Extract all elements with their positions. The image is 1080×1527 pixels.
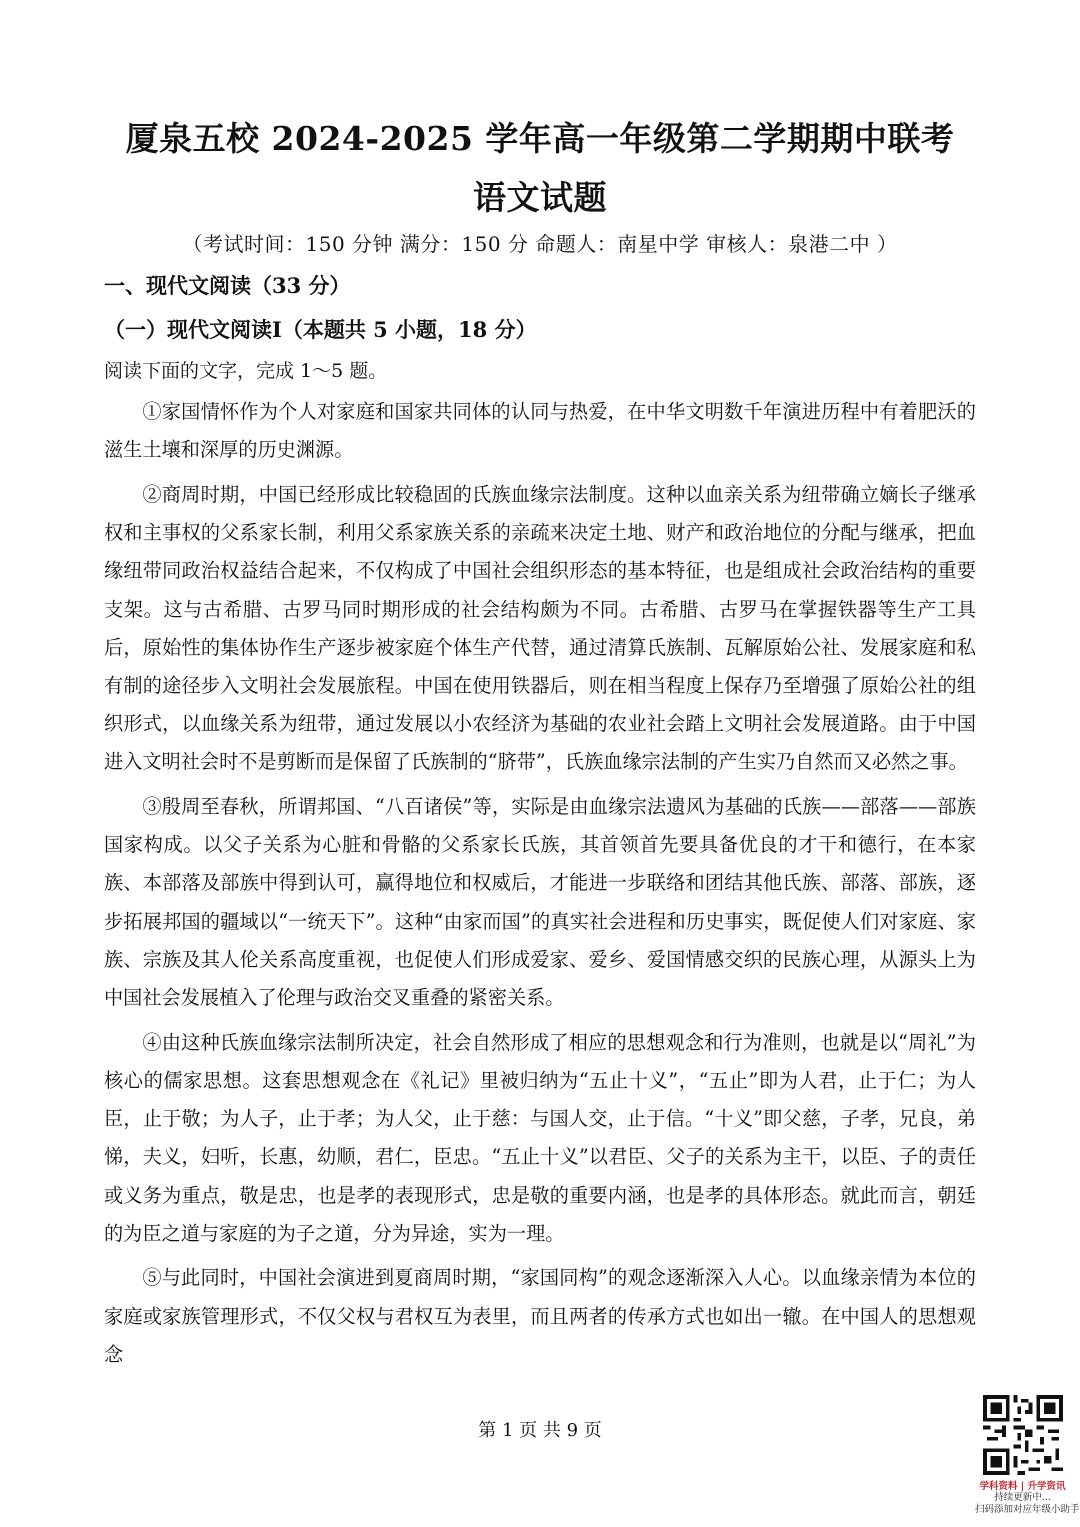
- qr-promo[interactable]: [975, 1395, 1080, 1516]
- reading-passage: [104, 393, 976, 1381]
- section-heading: 一、现代文阅读（33 分）: [104, 273, 351, 298]
- page-number: 第 1 页 共 9 页: [478, 1420, 602, 1441]
- qr-note-2: 扫码添加对应年级小助手: [975, 1504, 1080, 1515]
- qr-code-icon: [983, 1395, 1063, 1475]
- paragraph-2: ②商周时期，中国已经形成比较稳固的氏族血缘宗法制度。这种以血亲关系为纽带确立嫡长子继承权和主事权的父系家长制，利用父系家族关系的亲疏来决定土地、财产和政治地位的分配与继承，把血缘纽带同政治权益结合起来，不仅构成了中国社会组织形态的基本特征，也是组成社会政治结构的重要支架。这与古希腊、古罗马同时期形成的社会结构颇为不同。古希腊、古罗马在掌握铁器等生产工具后，原始性的集体协作生产逐步被家庭个体生产代替，通过清算氏族制、瓦解原始公社、发展家庭和私有制的途径步入文明社会发展旅程。中国在使用铁器后，则在相当程度上保存乃至增强了原始公社的组织形式，以血缘关系为纽带，通过发展以小农经济为基础的农业社会踏上文明社会发展道路。由于中国进入文明社会时不是剪断而是保留了氏族制的“脐带”，氏族血缘宗法制的产生实乃自然而又必然之事。: [104, 482, 976, 774]
- qr-note-1: 持续更新中...: [994, 1492, 1051, 1503]
- paragraph-1: ①家国情怀作为个人对家庭和国家共同体的认同与热爱，在中华文明数千年演进历程中有着肥沃的滋生土壤和深厚的历史渊源。: [104, 400, 976, 462]
- paragraph-4: ④由这种氏族血缘宗法制所决定，社会自然形成了相应的思想观念和行为准则，也就是以“周礼”为核心的儒家思想。这套思想观念在《礼记》里被归纳为“五止十义”，“五止”即为人君，止于仁；为人臣，止于敬；为人子，止于孝；为人父，止于慈：与国人交，止于信。“十义”即父慈，子孝，兄良，弟悌，夫义，妇听，长惠，幼顺，君仁，臣忠。“五止十义”以君臣、父子的关系为主干，以臣、子的责任或义务为重点，敬是忠，也是孝的表现形式，忠是敬的重要内涵，也是孝的具体形态。就此而言，朝廷的为臣之道与家庭的为子之道，分为异途，实为一理。: [104, 1030, 976, 1245]
- exam-title: 厦泉五校 2024-2025 学年高一年级第二学期期中联考: [125, 119, 955, 158]
- exam-subtitle: 语文试题: [473, 178, 607, 217]
- reading-instruction: 阅读下面的文字，完成 1～5 题。: [104, 360, 388, 382]
- subsection-heading: （一）现代文阅读I（本题共 5 小题，18 分）: [104, 317, 537, 342]
- paragraph-3: ③殷周至春秋，所谓邦国、“八百诸侯”等，实际是由血缘宗法遗风为基础的氏族——部落——部族国家构成。以父子关系为心脏和骨骼的父系家长氏族，其首领首先要具备优良的才干和德行，在本家族、本部落及部族中得到认可，赢得地位和权威后，才能进一步联络和团结其他氏族、部落、部族，逐步拓展邦国的疆域以“一统天下”。这种“由家而国”的真实社会进程和历史事实，既促使人们对家庭、家族、宗族及其人伦关系高度重视，也促使人们形成爱家、爱乡、爱国情感交织的民族心理，从源头上为中国社会发展植入了伦理与政治交叉重叠的紧密关系。: [104, 795, 976, 1010]
- qr-tagline: 学科资料 | 升学资讯: [979, 1481, 1066, 1492]
- exam-info: （考试时间：150 分钟 满分：150 分 命题人：南星中学 审核人：泉港二中 ）: [182, 232, 898, 256]
- paragraph-5: ⑤与此同时，中国社会演进到夏商周时期，“家国同构”的观念逐渐深入人心。以血缘亲情为本位的家庭或家族管理形式，不仅父权与君权互为表里，而且两者的传承方式也如出一辙。在中国人的思想观念: [104, 1266, 976, 1366]
